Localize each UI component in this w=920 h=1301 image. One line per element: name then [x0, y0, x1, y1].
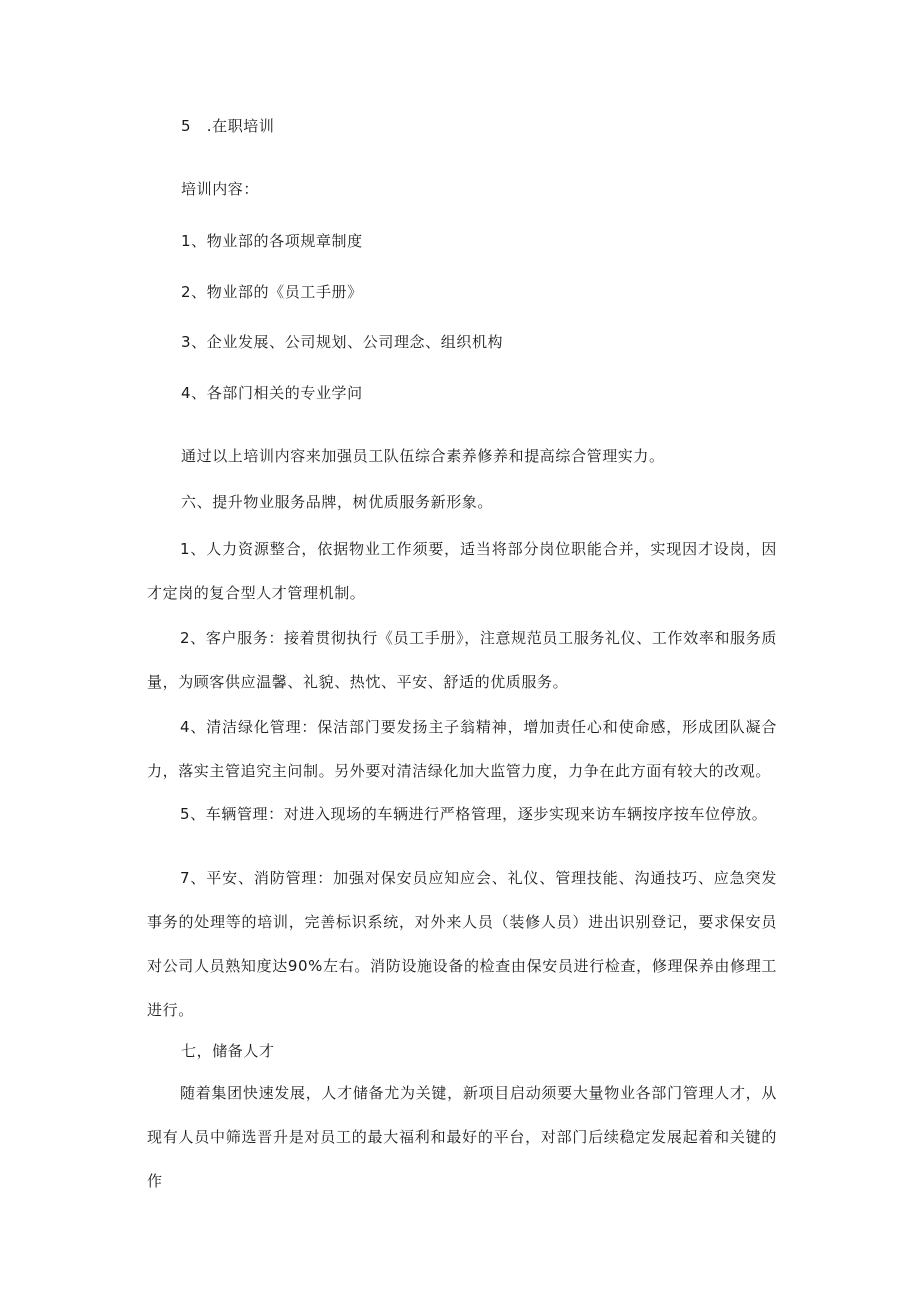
section6-item: 1、人力资源整合，依据物业工作须要，适当将部分岗位职能合并，实现因才设岗，因才定岗的复合型人才管理机制。	[147, 540, 777, 602]
training-item: 3、企业发展、公司规划、公司理念、组织机构	[181, 333, 504, 351]
section6-heading: 六、提升物业服务品牌，树优质服务新形象。	[181, 493, 494, 511]
section7-paragraph: 随着集团快速发展，人才储备尤为关键，新项目启动须要大量物业各部门管理人才，从现有人员中筛选晋升是对员工的最大福利和最好的平台，对部门后续稳定发展起着和关键的作	[147, 1084, 777, 1190]
training-item: 1、物业部的各项规章制度	[181, 232, 363, 250]
training-item: 2、物业部的《员工手册》	[181, 283, 363, 301]
section5-heading: 5 .在职培训	[181, 117, 275, 135]
section7-heading: 七，储备人才	[181, 1042, 275, 1060]
training-item: 4、各部门相关的专业学问	[181, 384, 363, 402]
section6-item: 5、车辆管理：对进入现场的车辆进行严格管理，逐步实现来访车辆按序按车位停放。	[180, 805, 768, 823]
section6-item: 7、平安、消防管理：加强对保安员应知应会、礼仪、管理技能、沟通技巧、应急突发事务的处理等的培训，完善标识系统，对外来人员（装修人员）进出识别登记，要求保安员对公司人员熟知度达90%左右。消防设施设备的检查由保安员进行检查，修理保养由修理工进行。	[147, 869, 777, 1019]
section6-item: 4、清洁绿化管理：保洁部门要发扬主子翁精神，增加责任心和使命感，形成团队凝合力，落实主管追究主问制。另外要对清洁绿化加大监管力度，力争在此方面有较大的改观。	[147, 718, 777, 780]
training-content-label: 培训内容：	[181, 180, 260, 198]
training-summary: 通过以上培训内容来加强员工队伍综合素养修养和提高综合管理实力。	[181, 447, 665, 465]
section6-item: 2、客户服务：接着贯彻执行《员工手册》，注意规范员工服务礼仪、工作效率和服务质量，为顾客供应温馨、礼貌、热忱、平安、舒适的优质服务。	[147, 629, 777, 691]
